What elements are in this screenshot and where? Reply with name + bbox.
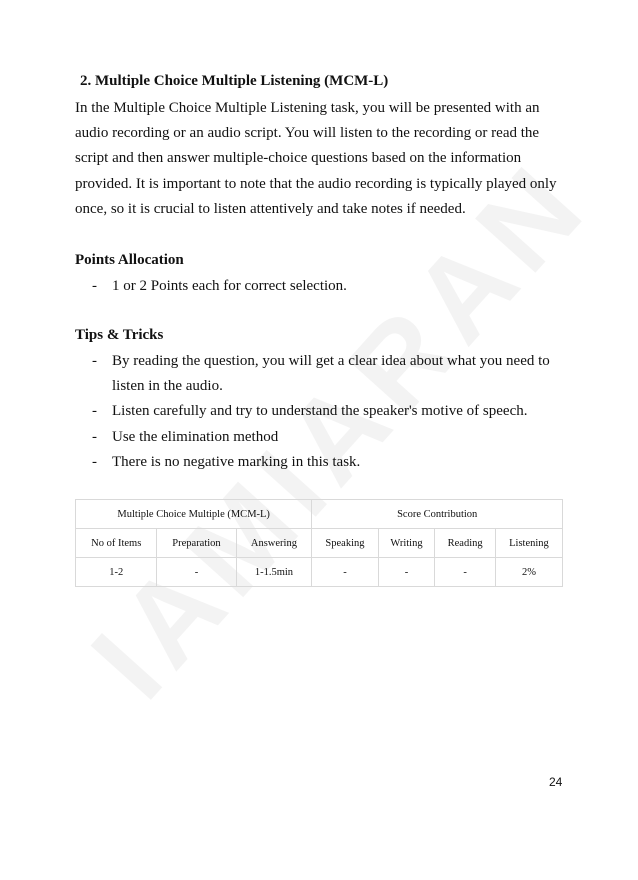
header-cell: Writing bbox=[378, 529, 435, 558]
points-allocation-title: Points Allocation bbox=[75, 252, 184, 268]
tips-title: Tips & Tricks bbox=[75, 327, 164, 343]
header-cell: No of Items bbox=[76, 529, 157, 558]
list-item-text: There is no negative marking in this task. bbox=[112, 453, 361, 470]
group-left-cell: Multiple Choice Multiple (MCM-L) bbox=[76, 500, 312, 529]
header-cell: Preparation bbox=[157, 529, 236, 558]
table-cell: - bbox=[378, 558, 435, 587]
table-cell: 1-1.5min bbox=[236, 558, 312, 587]
list-item: - There is no negative marking in this task. bbox=[92, 453, 361, 470]
header-cell: Answering bbox=[236, 529, 312, 558]
points-list bbox=[92, 274, 562, 299]
section-paragraph bbox=[75, 96, 565, 222]
list-item: - By reading the question, you will get a clear idea about what you need to listen in the audio. bbox=[92, 353, 550, 395]
section-heading: 2. Multiple Choice Multiple Listening (MCM-L) bbox=[80, 73, 389, 89]
table-cell: - bbox=[435, 558, 496, 587]
info-table bbox=[75, 499, 563, 587]
header-cell: Reading bbox=[435, 529, 496, 558]
list-item: - Use the elimination method bbox=[92, 428, 279, 445]
table-cell: - bbox=[312, 558, 378, 587]
table-header-row bbox=[76, 529, 563, 558]
paragraph-text: In the Multiple Choice Multiple Listening task, you will be presented with an audio recording or an audio script. You will listen to the recording or read the script and then answer multiple-choice questions based on the information provided. It is important to note that the audio recording is typically played only once, so it is crucial to listen attentively and take notes if needed. bbox=[75, 100, 557, 217]
header-cell: Listening bbox=[495, 529, 562, 558]
table-cell: 1-2 bbox=[76, 558, 157, 587]
list-item-text: Listen carefully and try to understand the speaker's motive of speech. bbox=[112, 403, 528, 420]
page-number: 24 bbox=[549, 775, 563, 789]
table-row bbox=[76, 558, 563, 587]
table-cell: - bbox=[157, 558, 236, 587]
header-cell: Speaking bbox=[312, 529, 378, 558]
table-cell: 2% bbox=[495, 558, 562, 587]
list-item-text: By reading the question, you will get a clear idea about what you need to listen in the audio. bbox=[112, 353, 550, 395]
list-item: - Listen carefully and try to understand the speaker's motive of speech. bbox=[92, 403, 528, 420]
tips-list bbox=[92, 349, 562, 475]
list-item: - 1 or 2 Points each for correct selection. bbox=[92, 278, 347, 294]
list-item-text: Use the elimination method bbox=[112, 428, 279, 445]
group-right-cell: Score Contribution bbox=[312, 500, 563, 529]
table-group-row bbox=[76, 500, 563, 529]
list-item-text: 1 or 2 Points each for correct selection. bbox=[112, 278, 347, 294]
